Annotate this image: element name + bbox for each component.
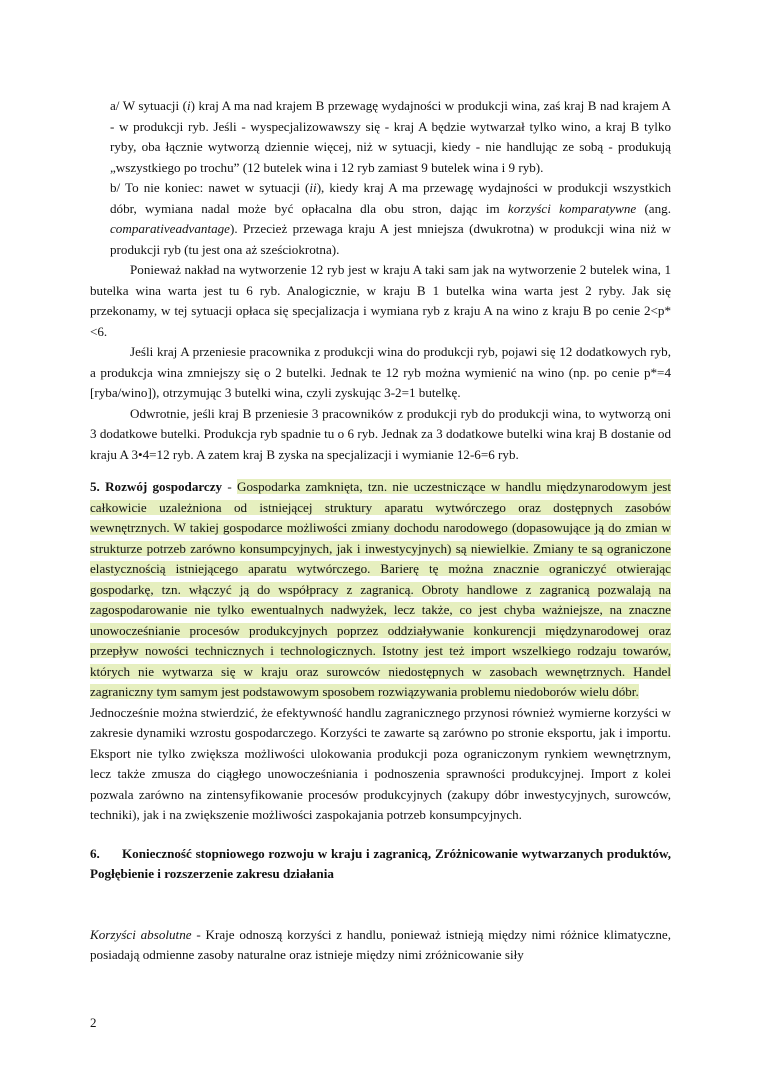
text: ), kiedy kraj A ma przewagę wydajności w produkcji wszystkich dóbr, wymiana nadal może być opłacalna dla obu stron, dając im bbox=[110, 180, 672, 216]
document-body bbox=[90, 96, 671, 966]
section-5-title: 5. Rozwój gospodarczy bbox=[90, 479, 223, 494]
section-6-heading bbox=[90, 844, 671, 885]
term: Korzyści absolutne bbox=[90, 926, 192, 942]
text: - Kraje odnoszą korzyści z handlu, ponieważ istnieją między nimi różnice klimatyczne, posiadają odmienne zasoby naturalne oraz istnieje między nimi zróżnicowanie siły bbox=[90, 926, 671, 962]
italic-text: comparativeadvantage bbox=[110, 221, 230, 236]
page-number: 2 bbox=[90, 1015, 97, 1030]
section-6-title: Konieczność stopniowego rozwoju w kraju i zagranicą, Zróżnicowanie wytwarzanych produktów, Pogłębienie i rozszerzenie zakresu działania bbox=[90, 845, 671, 881]
korzysci-paragraph bbox=[90, 925, 671, 966]
italic-text: ii bbox=[309, 180, 317, 195]
separator: - bbox=[222, 479, 237, 494]
section-number: 6. bbox=[90, 845, 100, 861]
italic-text: korzyści komparatywne bbox=[507, 200, 637, 216]
text: ) kraj A ma nad krajem B przewagę wydajności w produkcji wina, zaś kraj B nad krajem A - w produkcji ryb. Jeśli - wyspecjalizowawszy się - kraj A będzie wytwarzał tylko wino, a kraj B tylko ryby, oba łącznie wytworzą dziennie więcej, niż w sytuacji, kiedy - nie handlując ze sobą - produkują „wszystkiego po trochu” (12 butelek wina i 12 ryb zamiast 9 butelek wina i 9 ryb). bbox=[110, 98, 671, 175]
italic-text: i bbox=[186, 98, 191, 113]
paragraph-b bbox=[90, 178, 671, 260]
paragraph-a bbox=[90, 96, 671, 178]
text: a/ W sytuacji ( bbox=[110, 98, 187, 113]
paragraph-d: Jeśli kraj A przeniesie pracownika z produkcji wina do produkcji ryb, pojawi się 12 dodatkowych ryb, a produkcja wina zmniejszy się o 2 butelki. Jednak te 12 ryb można wymienić na wino (np. po cenie p*=4 [ryba/wino]), otrzymując 3 butelki wina, czyli zyskując 3-2=1 butelkę. bbox=[90, 344, 671, 400]
paragraph-c: Ponieważ nakład na wytworzenie 12 ryb jest w kraju A taki sam jak na wytworzenie 2 butelek wina, 1 butelka wina warta jest tu 6 ryb. Analogicznie, w kraju B 1 butelka wina warta jest 2 ryby. Jak się przekonamy, w tej sytuacji opłaca się specjalizacja i wymiana ryb z kraju A na wino z kraju B po cenie 2<p*<6. bbox=[90, 262, 671, 339]
section-5 bbox=[90, 477, 671, 703]
section-5-paragraph-2: Jednocześnie można stwierdzić, że efektywność handlu zagranicznego przynosi również wymierne korzyści w zakresie dynamiki wzrostu gospodarczego. Korzyści te zawarte są zarówno po stronie eksportu, jak i importu. Eksport nie tylko zwiększa możliwości ulokowania produkcji poza ograniczonym rynkiem wewnętrznym, lecz także zmusza do ciągłego unowocześniania i podnoszenia sprawności produkcyjnej. Import z kolei pozwala zarówno na zintensyfikowanie procesów produkcyjnych (zakupy dóbr inwestycyjnych, surowców, techniki), jak i na zwiększenie możliwości zaspokajania potrzeb konsumpcyjnych. bbox=[90, 704, 671, 822]
text: b/ To nie koniec: nawet w sytuacji ( bbox=[110, 180, 310, 195]
text: (ang. bbox=[636, 200, 671, 216]
paragraph-e: Odwrotnie, jeśli kraj B przeniesie 3 pracowników z produkcji ryb do produkcji wina, to wytworzą oni 3 dodatkowe butelki. Produkcja ryb spadnie tu o 6 ryb. Jednak za 3 dodatkowe butelki wina kraj B dostanie od kraju A 3•4=12 ryb. A zatem kraj B zyska na specjalizacji i wymianie 12-6=6 ryb. bbox=[90, 405, 671, 462]
text: ). Przecież przewaga kraju A jest mniejsza (dwukrotna) w produkcji wina niż w produkcji ryb (tu jest ona aż sześciokrotna). bbox=[110, 221, 671, 257]
highlighted-text: Gospodarka zamknięta, tzn. nie uczestniczące w handlu międzynarodowym jest całkowicie uzależniona od istniejącej struktury aparatu wytwórczego oraz dostępnych zasobów wewnętrznych. W takiej gospodarce możliwości zmiany dochodu narodowego (dopasowujące ją do zmian w strukturze potrzeb zarówno konsumpcyjnych, jak i inwestycyjnych) są niewielkie. Zmiany te są ograniczone elastycznością istniejącego aparatu wytwórczego. Barierę tę można znacznie ograniczyć otwierając gospodarkę, tzn. włączyć ją do współpracy z zagranicą. Obroty handlowe z zagranicą pozwalają na zagospodarowanie nie tylko ewentualnych nadwyżek, lecz także, co jest chyba ważniejsze, na znaczne unowocześnianie procesów produkcyjnych poprzez oddziaływanie konkurencji międzynarodowej oraz przepływ nowości technicznych i technologicznych. Istotny jest też import wszelkiego rodzaju towarów, których nie wytwarza się w kraju oraz surowców niedostępnych w zasobach wewnętrznych. Handel zagraniczny tym samym jest podstawowym sposobem rozwiązywania problemu niedoborów wielu dóbr. bbox=[90, 479, 671, 699]
